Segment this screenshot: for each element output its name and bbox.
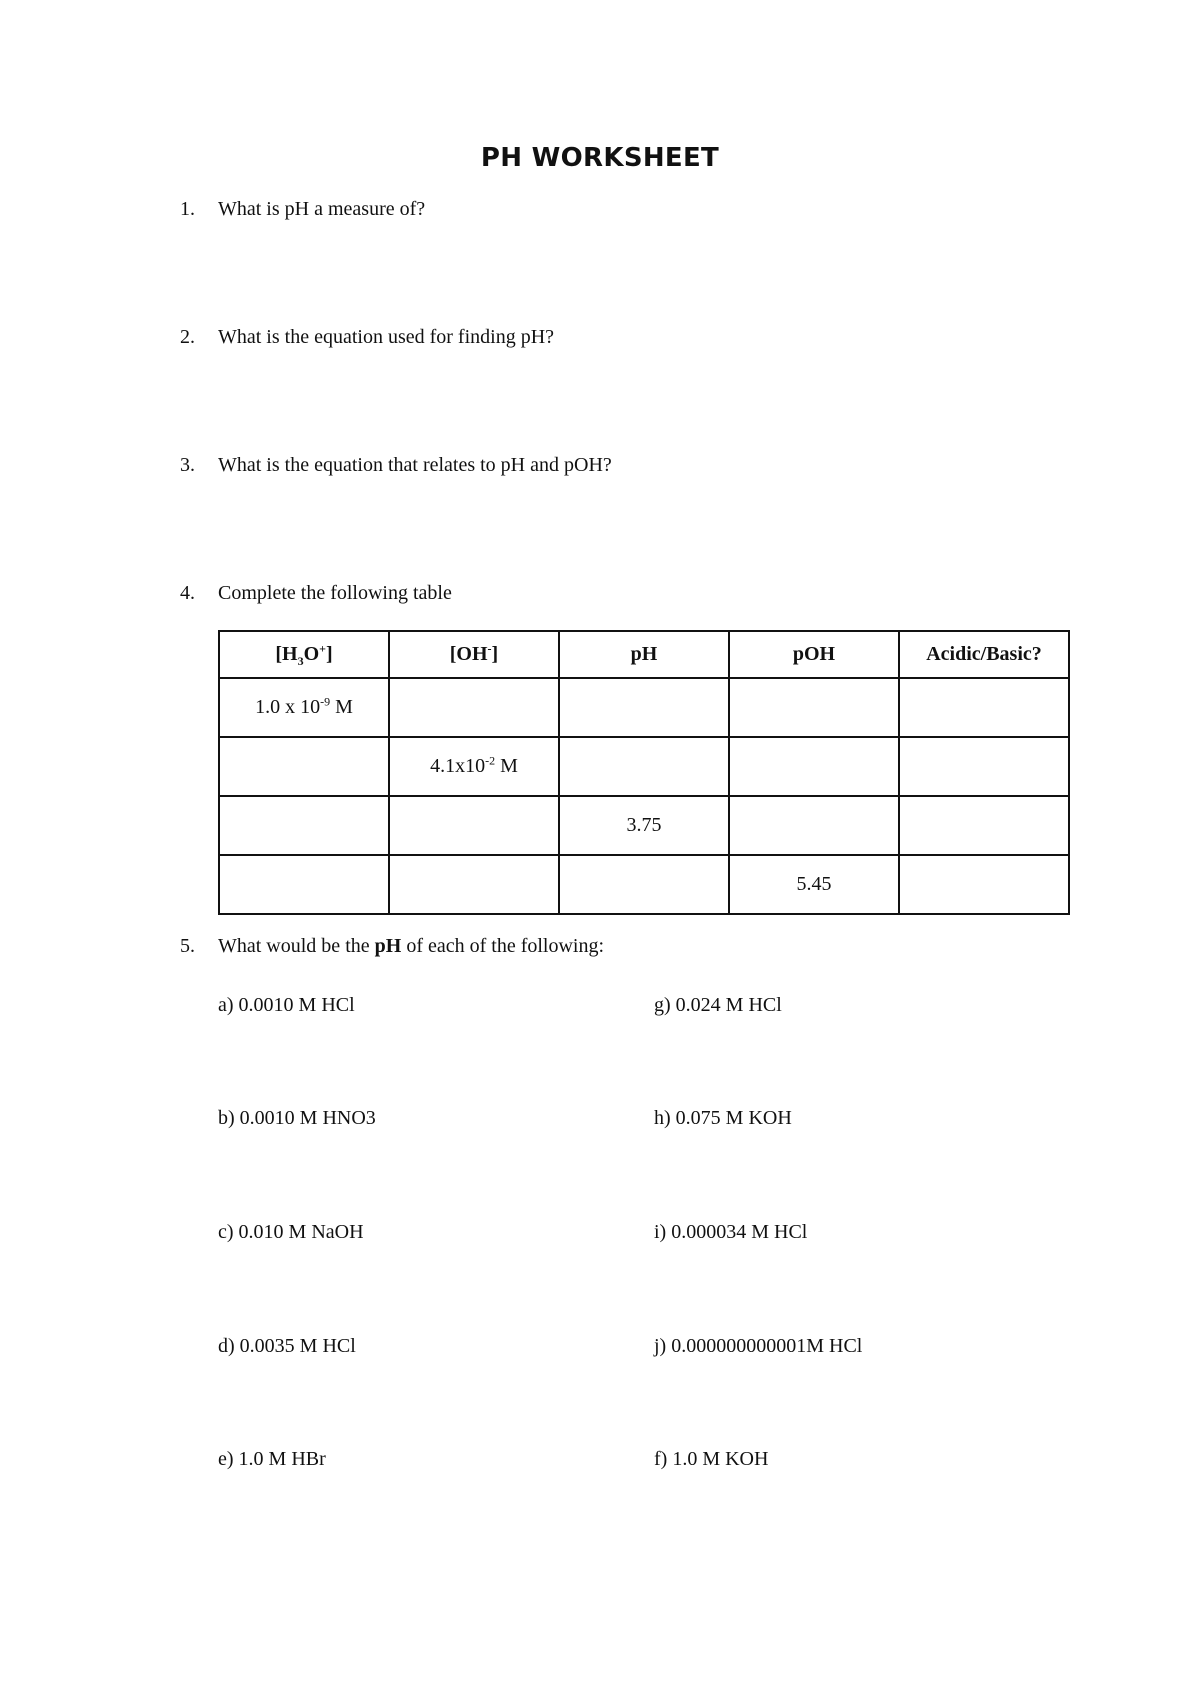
question-text: Complete the following table: [218, 582, 452, 604]
part-b: b) 0.0010 M HNO3: [218, 1107, 376, 1129]
question-text: What is the equation used for finding pH?: [218, 326, 555, 348]
header-oh: [OH-]: [389, 631, 559, 678]
question-number: 4.: [180, 582, 195, 604]
table-cell: [899, 678, 1069, 737]
question-number: 1.: [180, 198, 195, 220]
question-text: What would be the pH of each of the following:: [218, 935, 605, 957]
part-c: c) 0.010 M NaOH: [218, 1221, 364, 1243]
question-2: [180, 326, 554, 349]
table-cell: [219, 855, 389, 914]
table-cell: [559, 678, 729, 737]
question-text: What is the equation that relates to pH and pOH?: [218, 454, 612, 476]
header-acidic-basic: Acidic/Basic?: [899, 631, 1069, 678]
header-poh: pOH: [729, 631, 899, 678]
table-cell: [899, 737, 1069, 796]
table-row: [219, 855, 1069, 914]
table-cell: [729, 678, 899, 737]
table-cell: [729, 737, 899, 796]
question-3: [180, 454, 612, 477]
table-row: [219, 737, 1069, 796]
question-number: 5.: [180, 935, 195, 957]
part-d: d) 0.0035 M HCl: [218, 1335, 356, 1357]
question-number: 3.: [180, 454, 195, 476]
table-cell: 3.75: [559, 796, 729, 855]
table-cell: [219, 737, 389, 796]
question-1: [180, 198, 425, 221]
table-row: [219, 678, 1069, 737]
question-5: [180, 935, 604, 958]
part-e: e) 1.0 M HBr: [218, 1448, 326, 1470]
part-g: g) 0.024 M HCl: [654, 994, 782, 1016]
table-cell: [899, 855, 1069, 914]
ph-table: [218, 630, 1070, 915]
table-cell: [389, 678, 559, 737]
table-cell: [389, 855, 559, 914]
table-header-row: [219, 631, 1069, 678]
table-cell: 5.45: [729, 855, 899, 914]
table-cell: [559, 737, 729, 796]
table-cell: [389, 796, 559, 855]
table-cell: [899, 796, 1069, 855]
question-text: What is pH a measure of?: [218, 198, 426, 220]
table-cell: 1.0 x $10^{-9}$ M: [219, 678, 389, 737]
worksheet-title: PH WORKSHEET: [480, 143, 720, 173]
table-cell: [729, 796, 899, 855]
table-row: [219, 796, 1069, 855]
table-cell: $4.1x10^{-2}$ M: [389, 737, 559, 796]
part-i: i) 0.000034 M HCl: [654, 1221, 808, 1243]
part-f: f) 1.0 M KOH: [654, 1448, 769, 1470]
part-j: j) 0.000000000001M HCl: [654, 1335, 863, 1357]
table-cell: [559, 855, 729, 914]
question-4: [180, 582, 452, 605]
header-ph: pH: [559, 631, 729, 678]
table-cell: [219, 796, 389, 855]
question-number: 2.: [180, 326, 195, 348]
part-h: h) 0.075 M KOH: [654, 1107, 792, 1129]
header-h3o: $[H_3O^+]$: [219, 631, 389, 678]
part-a: a) 0.0010 M HCl: [218, 994, 355, 1016]
